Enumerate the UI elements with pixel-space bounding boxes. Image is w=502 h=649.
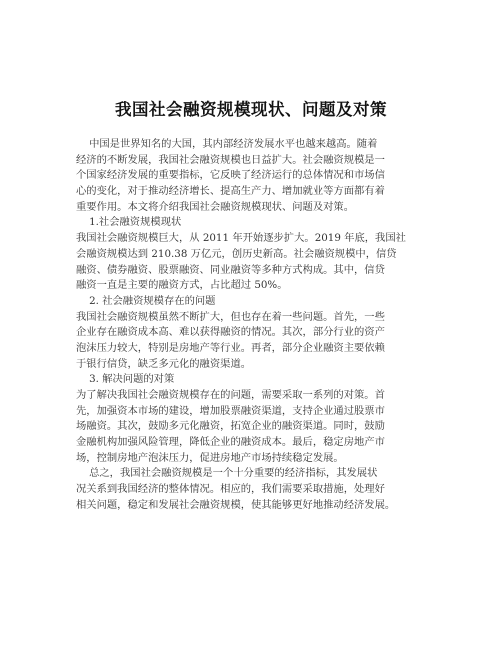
document-title: 我国社会融资规模现状、问题及对策: [115, 100, 387, 119]
section-heading-1: 1.社会融资规模现状: [76, 216, 182, 229]
body-line: 融资一直是主要的融资方式，占比超过 50%。: [76, 279, 288, 292]
section-heading-2: 2. 社会融资规模存在的问题: [76, 294, 216, 307]
body-line: 个国家经济发展的重要指标，它反映了经济运行的总体情况和市场信: [76, 169, 385, 182]
document-body: [76, 137, 456, 514]
body-line: 我国社会融资规模虽然不断扩大，但也存在着一些问题。首先，一些: [76, 310, 385, 323]
body-line: 会融资规模达到 210.38 万亿元，创历史新高。社会融资规模中，信贷: [76, 247, 397, 260]
body-line: 融资、债券融资、股票融资、同业融资等多种方式构成。其中，信贷: [76, 263, 385, 276]
body-line: 重要作用。本文将介绍我国社会融资规模现状、问题及对策。: [76, 200, 355, 213]
conclusion-line: 总之，我国社会融资规模是一个十分重要的经济指标，其发展状: [76, 467, 378, 480]
conclusion-line: 相关问题，稳定和发展社会融资规模，使其能够更好地推动经济发展。: [76, 498, 396, 511]
body-line: 金融机构加强风险管理，降低企业的融资成本。最后，稳定房地产市: [76, 436, 385, 449]
body-line: 场，控制房地产泡沫压力，促进房地产市场持续稳定发展。: [76, 451, 344, 464]
body-line: 于银行信贷，缺乏多元化的融资渠道。: [76, 357, 252, 370]
body-line: 先，加强资本市场的建设，增加股票融资渠道，支持企业通过股票市: [76, 404, 385, 417]
body-line: 经济的不断发展，我国社会融资规模也日益扩大。社会融资规模是一: [76, 153, 385, 166]
conclusion-line: 况关系到我国经济的整体情况。相应的，我们需要采取措施，处理好: [76, 483, 385, 496]
body-line: 我国社会融资规模巨大，从 2011 年开始逐步扩大。2019 年底，我国社: [76, 232, 406, 245]
section-heading-3: 3. 解决问题的对策: [76, 373, 175, 386]
body-line: 企业存在融资成本高、难以获得融资的情况。其次，部分行业的资产: [76, 326, 385, 339]
body-line: 为了解决我国社会融资规模存在的问题，需要采取一系列的对策。首: [76, 389, 385, 401]
body-line: 心的变化，对于推动经济增长、提高生产力、增加就业等方面都有着: [76, 185, 385, 198]
body-line: 泡沫压力较大，特别是房地产等行业。再者，部分企业融资主要依赖: [76, 341, 385, 354]
body-line: 场融资。其次，鼓励多元化融资，拓宽企业的融资渠道。同时，鼓励: [76, 420, 385, 433]
body-line: 中国是世界知名的大国，其内部经济发展水平也越来越高。随着: [76, 138, 378, 150]
